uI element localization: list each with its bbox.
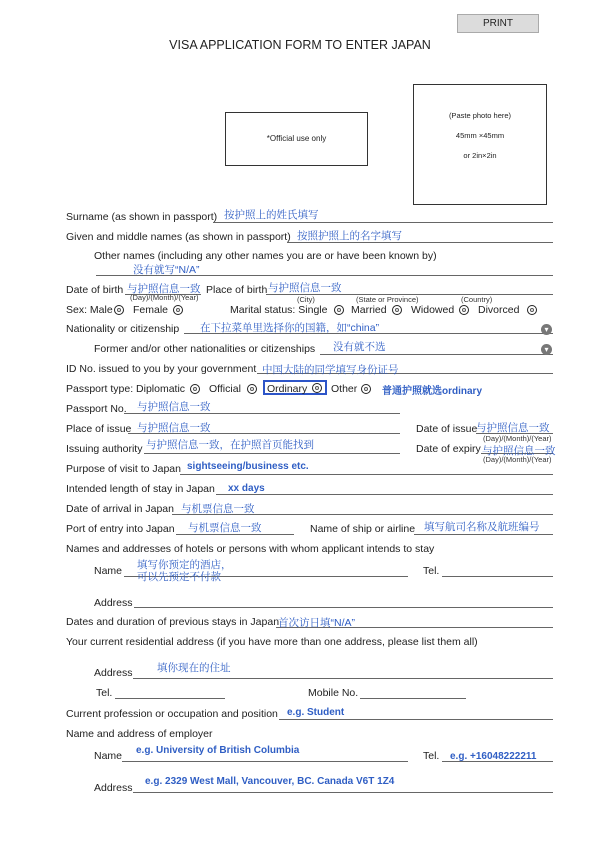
passport-official-label: Official [209, 383, 241, 395]
residential-tel-field[interactable] [115, 698, 225, 699]
previous-stays-label: Dates and duration of previous stays in Japan [66, 616, 280, 628]
hotel-tel-field[interactable] [442, 576, 553, 577]
hotel-tel-label: Tel. [423, 565, 440, 577]
employer-address-value: e.g. 2329 West Mall, Vancouver, BC. Canada V6T 1Z4 [145, 776, 395, 787]
profession-value: e.g. Student [287, 707, 345, 718]
purpose-field[interactable] [180, 474, 553, 475]
sex-label: Sex: Male [66, 304, 113, 316]
nationality-label: Nationality or citizenship [66, 323, 180, 335]
id-no-value: 中国大陆的同学填写身份证号 [262, 364, 399, 376]
id-no-label: ID No. issued to you by your government [66, 363, 257, 375]
length-of-stay-value: xx days [228, 483, 265, 494]
place-of-birth-value: 与护照信息一致 [268, 282, 342, 294]
profession-field[interactable] [279, 719, 553, 720]
photo-line-3: or 2in×2in [463, 151, 497, 160]
surname-label: Surname (as shown in passport) [66, 211, 218, 223]
form-title: VISA APPLICATION FORM TO ENTER JAPAN [169, 38, 431, 52]
residential-tel-label: Tel. [96, 687, 113, 699]
hotel-address-field[interactable] [134, 607, 553, 608]
employer-label: Name and address of employer [66, 728, 213, 740]
photo-line-2: 45mm ×45mm [455, 131, 505, 140]
print-button[interactable]: PRINT [457, 14, 539, 33]
other-names-label: Other names (including any other names you are or have been known by) [94, 250, 437, 262]
surname-field[interactable] [213, 222, 553, 223]
employer-address-field[interactable] [133, 792, 553, 793]
residential-address-field[interactable] [133, 678, 553, 679]
purpose-value: sightseeing/business etc. [187, 461, 309, 472]
residential-address-field-label: Address [94, 667, 133, 679]
employer-name-field[interactable] [122, 761, 408, 762]
marital-divorced-radio[interactable] [527, 305, 537, 315]
employer-tel-value: e.g. +16048222211 [450, 751, 537, 762]
passport-ordinary-radio[interactable] [312, 383, 322, 393]
nationality-dropdown-icon[interactable]: ▾ [541, 324, 552, 335]
hotel-name-value-1: 填写你预定的酒店， [137, 559, 232, 571]
previous-stays-value: 首次访日填“N/A” [278, 617, 355, 629]
profession-label: Current profession or occupation and position [66, 708, 278, 720]
place-of-issue-label: Place of issue [66, 423, 132, 435]
port-of-entry-value: 与机票信息一致 [188, 522, 262, 534]
residential-mobile-field[interactable] [360, 698, 466, 699]
length-of-stay-label: Intended length of stay in Japan [66, 483, 215, 495]
given-names-value: 按照护照上的名字填写 [297, 230, 402, 242]
residential-mobile-label: Mobile No. [308, 687, 359, 699]
purpose-label: Purpose of visit to Japan [66, 463, 181, 475]
passport-type-note: 普通护照就选ordinary [382, 386, 483, 397]
passport-no-label: Passport No. [66, 403, 127, 415]
passport-no-value: 与护照信息一致 [137, 401, 211, 413]
hotel-address-label: Address [94, 597, 133, 609]
marital-status-label: Marital status: Single [230, 304, 328, 316]
passport-diplomatic-radio[interactable] [190, 384, 200, 394]
former-nationality-label: Former and/or other nationalities or citizenships [94, 343, 316, 355]
marital-married-label: Married [351, 304, 387, 316]
hotels-label: Names and addresses of hotels or persons with whom applicant intends to stay [66, 543, 435, 555]
given-names-label: Given and middle names (as shown in passport) [66, 231, 291, 243]
marital-widowed-radio[interactable] [459, 305, 469, 315]
place-city-caption: (City) [297, 295, 315, 304]
date-of-expiry-label: Date of expiry [416, 443, 481, 455]
surname-value: 按护照上的姓氏填写 [224, 209, 319, 221]
place-country-caption: (Country) [461, 295, 493, 304]
photo-line-1: (Paste photo here) [448, 111, 512, 120]
date-of-expiry-format: (Day)/(Month)/(Year) [483, 455, 552, 464]
marital-widowed-label: Widowed [411, 304, 455, 316]
issuing-authority-value: 与护照信息一致，在护照首页能找到 [146, 439, 314, 451]
official-use-box [225, 112, 368, 166]
port-of-entry-label: Port of entry into Japan [66, 523, 175, 535]
employer-name-value: e.g. University of British Columbia [136, 745, 300, 756]
sex-male-radio[interactable] [114, 305, 124, 315]
passport-ordinary-highlight[interactable] [263, 380, 327, 395]
passport-other-label: Other [331, 383, 358, 395]
passport-official-radio[interactable] [247, 384, 257, 394]
marital-married-radio[interactable] [392, 305, 402, 315]
former-nationality-dropdown-icon[interactable]: ▾ [541, 344, 552, 355]
residential-address-label: Your current residential address (if you have more than one address, please list them all) [66, 636, 478, 648]
date-of-issue-format: (Day)/(Month)/(Year) [483, 434, 552, 443]
length-of-stay-field[interactable] [216, 494, 553, 495]
place-of-issue-value: 与护照信息一致 [137, 422, 211, 434]
date-of-birth-format: (Day)/(Month)/(Year) [130, 293, 199, 302]
place-state-caption: (State or Province) [356, 295, 419, 304]
ship-airline-field[interactable] [414, 534, 553, 535]
photo-box[interactable] [413, 84, 547, 205]
marital-single-radio[interactable] [334, 305, 344, 315]
hotel-name-value-2: 可以先预定不付款 [137, 571, 221, 583]
passport-type-label: Passport type: Diplomatic [66, 383, 186, 395]
date-of-birth-value: 与护照信息一致 [127, 283, 201, 295]
ship-airline-value: 填写航司名称及航班编号 [424, 521, 540, 533]
former-nationality-value: 没有就不选 [333, 341, 386, 353]
official-use-text: *Official use only [266, 134, 327, 143]
employer-address-label: Address [94, 782, 133, 794]
passport-other-radio[interactable] [361, 384, 371, 394]
other-names-value: 没有就写“N/A” [133, 264, 200, 276]
sex-female-label: Female [133, 304, 169, 316]
date-of-issue-label: Date of issue [416, 423, 478, 435]
hotel-name-label: Name [94, 565, 123, 577]
place-of-birth-label: Place of birth [206, 284, 268, 296]
passport-ordinary-label: Ordinary [267, 383, 308, 395]
ship-airline-label: Name of ship or airline [310, 523, 416, 535]
date-of-expiry-value: 与护照信息一致 [482, 445, 556, 457]
date-of-birth-label: Date of birth [66, 284, 124, 296]
former-nationality-select[interactable] [320, 354, 553, 355]
issuing-authority-label: Issuing authority [66, 443, 143, 455]
employer-tel-label: Tel. [423, 750, 440, 762]
date-of-arrival-value: 与机票信息一致 [181, 503, 255, 515]
date-of-issue-value: 与护照信息一致 [476, 422, 550, 434]
issuing-authority-field[interactable] [144, 453, 400, 454]
marital-divorced-label: Divorced [478, 304, 520, 316]
employer-name-label: Name [94, 750, 123, 762]
date-of-arrival-label: Date of arrival in Japan [66, 503, 174, 515]
sex-female-radio[interactable] [173, 305, 183, 315]
nationality-value: 在下拉菜单里选择你的国籍，如“china” [200, 322, 380, 334]
residential-address-value: 填你现在的住址 [157, 662, 231, 674]
